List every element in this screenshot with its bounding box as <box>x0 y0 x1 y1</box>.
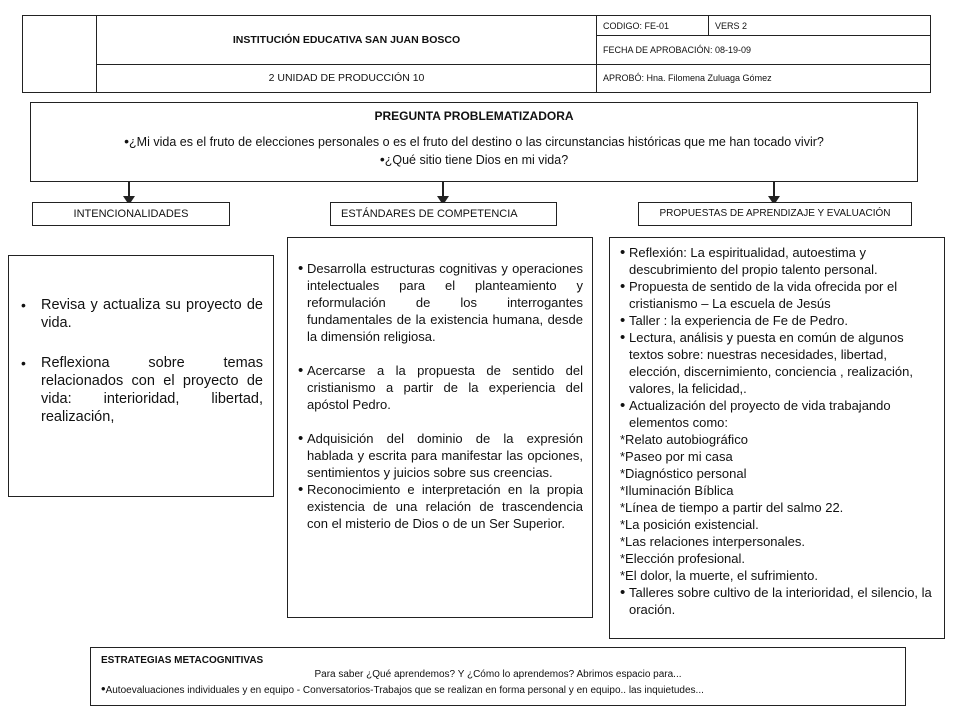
document-code: CODIGO: FE-01 <box>597 16 709 36</box>
bullet-icon: • <box>620 278 626 295</box>
strategies-box <box>90 647 906 706</box>
proposal-text: Actualización del proyecto de vida trabajando elementos como: <box>629 398 891 430</box>
list-item <box>620 329 934 397</box>
proposal-text: Reflexión: La espiritualidad, autoestima y descubrimiento del propio talento personal. <box>629 245 878 277</box>
list-item <box>620 278 934 312</box>
proposal-text: *Diagnóstico personal <box>620 466 747 481</box>
proposal-text: *Elección profesional. <box>620 551 746 566</box>
bullet-icon: • <box>620 329 626 346</box>
list-item: • Acercarse a la propuesta de sentido del cristianismo a partir de la experiencia del apóstol Pedro. <box>298 362 583 412</box>
proposal-text: *Las relaciones interpersonales. <box>620 534 805 549</box>
list-item <box>620 431 934 448</box>
proposals-label: PROPUESTAS DE APRENDIZAJE Y EVALUACIÓN <box>638 202 912 226</box>
list-item <box>620 533 934 550</box>
header-table <box>22 15 931 93</box>
list-item <box>620 465 934 482</box>
list-item <box>620 550 934 567</box>
bullet-icon: • <box>620 397 626 414</box>
proposal-list <box>620 244 934 618</box>
arrow-down-icon <box>128 182 130 197</box>
bullet-icon: • <box>620 312 626 329</box>
list-item <box>620 584 934 618</box>
strategies-title: ESTRATEGIAS METACOGNITIVAS <box>101 655 264 666</box>
document-version: VERS 2 <box>709 16 931 36</box>
list-item <box>620 312 934 329</box>
proposal-text: *Relato autobiográfico <box>620 432 748 447</box>
proposal-text: Talleres sobre cultivo de la interioridad, el silencio, la oración. <box>629 585 932 617</box>
standards-box <box>287 237 593 618</box>
strategies-subtitle: Para saber ¿Qué aprendemos? Y ¿Cómo lo aprendemos? Abrimos espacio para... <box>314 669 682 680</box>
list-item <box>620 397 934 431</box>
proposal-text: *El dolor, la muerte, el sufrimiento. <box>620 568 818 583</box>
proposal-text: *Paseo por mi casa <box>620 449 733 464</box>
unit-title: 2 UNIDAD DE PRODUCCIÓN 10 <box>97 64 597 92</box>
list-item <box>620 482 934 499</box>
list-item <box>620 516 934 533</box>
proposal-text: Taller : la experiencia de Fe de Pedro. <box>629 313 848 328</box>
approved-by: APROBÓ: Hna. Filomena Zuluaga Gómez <box>597 64 931 92</box>
arrow-down-icon <box>773 182 775 197</box>
list-item <box>620 499 934 516</box>
bullet-icon: • <box>620 584 626 601</box>
problem-question-box <box>30 102 918 182</box>
logo-cell <box>23 16 97 93</box>
list-item: • Adquisición del dominio de la expresión hablada y escrita para manifestar las opciones, sentimientos y juicios sobre sus creencias. <box>298 430 583 480</box>
proposal-text: *Iluminación Bíblica <box>620 483 734 498</box>
list-item: • Desarrolla estructuras cognitivas y operaciones intelectuales para el planteamiento y reformulación de los interrogantes fundamentales de la existencia humana, desde la dimensión religiosa. <box>298 260 583 344</box>
list-item <box>620 448 934 465</box>
standards-label: ESTÁNDARES DE COMPETENCIA <box>330 202 557 226</box>
strategies-item: •Autoevaluaciones individuales y en equipo - Conversatorios-Trabajos que se realizan en forma personal y en equipo.. las inquietudes... <box>101 681 704 696</box>
intentions-label: INTENCIONALIDADES <box>32 202 230 226</box>
proposal-text: *Línea de tiempo a partir del salmo 22. <box>620 500 844 515</box>
list-item: • Reflexiona sobre temas relacionados con el proyecto de vida: interioridad, libertad, realización, <box>21 355 263 425</box>
problem-title: PREGUNTA PROBLEMATIZADORA <box>374 109 574 123</box>
list-item <box>620 244 934 278</box>
institution-name: INSTITUCIÓN EDUCATIVA SAN JUAN BOSCO <box>97 16 597 65</box>
problem-question-1: •¿Mi vida es el fruto de elecciones personales o es el fruto del destino o las circunstancias históricas que me han tocado vivir? <box>124 133 824 149</box>
arrow-down-icon <box>442 182 444 197</box>
list-item: • Reconocimiento e interpretación en la propia existencia de una relación de trascendencia con el misterio de Dios o de un Ser Superior. <box>298 481 583 531</box>
proposal-text: Propuesta de sentido de la vida ofrecida por el cristianismo – La escuela de Jesús <box>629 279 898 311</box>
intentions-box <box>8 255 274 497</box>
list-item: • Revisa y actualiza su proyecto de vida. <box>21 297 263 331</box>
list-item <box>620 567 934 584</box>
bullet-icon: • <box>620 244 626 261</box>
proposals-box <box>609 237 945 639</box>
proposal-text: Lectura, análisis y puesta en común de algunos textos sobre: nuestras necesidades, libertad, elección, discernimiento, conciencia , realización, valores, la felicidad,. <box>629 330 913 396</box>
problem-question-2: •¿Qué sitio tiene Dios en mi vida? <box>379 151 569 167</box>
approval-date: FECHA DE APROBACIÓN: 08-19-09 <box>597 36 931 64</box>
proposal-text: *La posición existencial. <box>620 517 759 532</box>
